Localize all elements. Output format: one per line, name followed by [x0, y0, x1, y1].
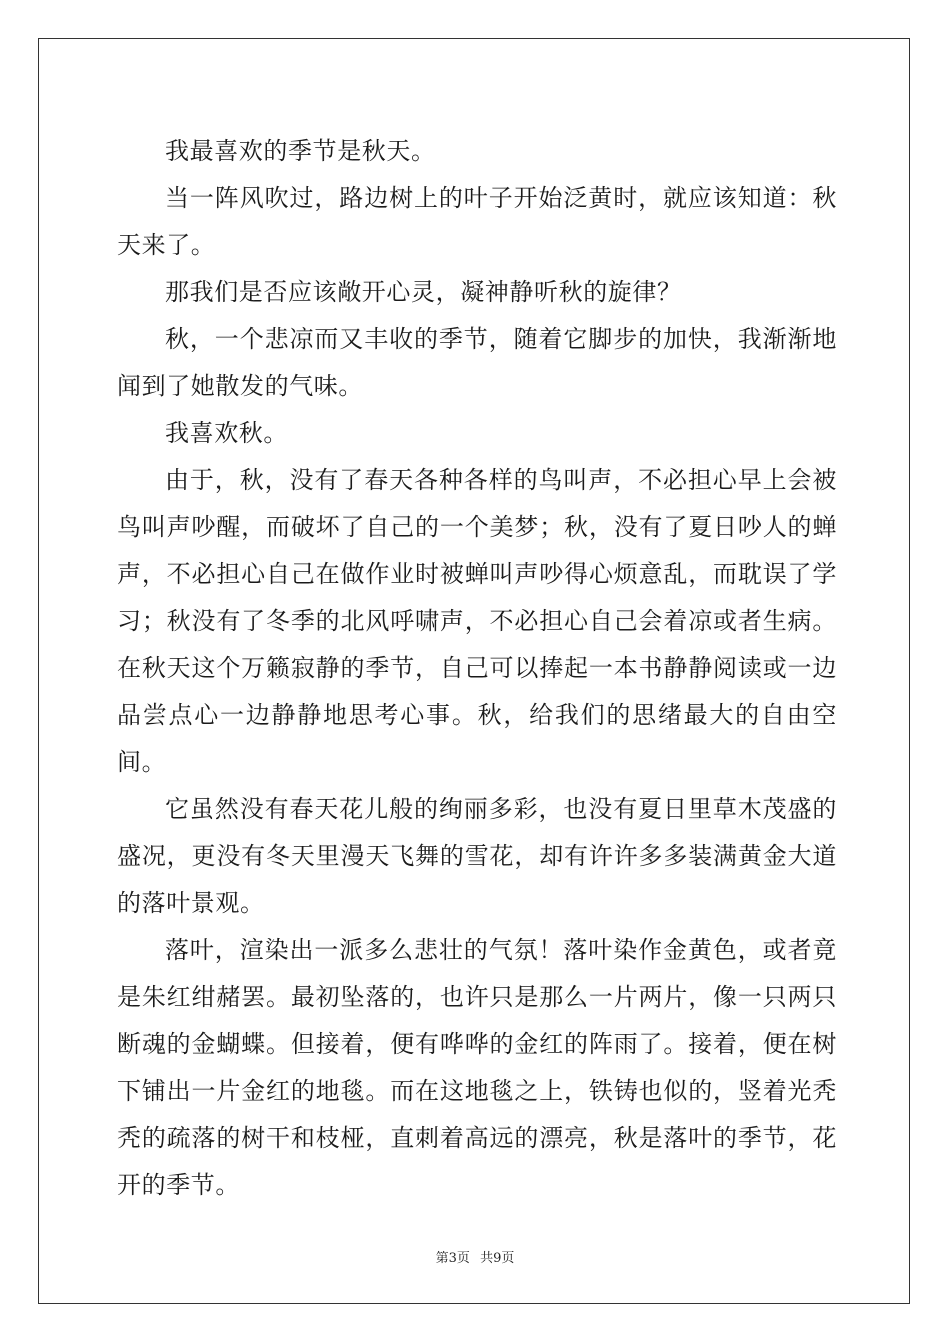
paragraph-8: 落叶，渲染出一派多么悲壮的气氛！落叶染作金黄色，或者竟是朱红绀赭罢。最初坠落的，也许只是那么一片两片，像一只两只断魂的金蝴蝶。但接着，便有哗哗的金红的阵雨了。接着，便在树下铺出一片金红的地毯。而在这地毯之上，铁铸也似的，竖着光秃秃的疏落的树干和枝桠，直刺着高远的漂亮，秋是落叶的季节，花开的季节。: [117, 936, 837, 1199]
document-body: [117, 128, 837, 1209]
paragraph-2: 当一阵风吹过，路边树上的叶子开始泛黄时，就应该知道：秋天来了。: [117, 184, 837, 259]
paragraph-1: 我最喜欢的季节是秋天。: [165, 137, 436, 165]
paragraph-6: 由于，秋，没有了春天各种各样的鸟叫声，不必担心早上会被鸟叫声吵醒，而破坏了自己的一个美梦；秋，没有了夏日吵人的蝉声，不必担心自己在做作业时被蝉叫声吵得心烦意乱，而耽误了学习；秋没有了冬季的北风呼啸声，不必担心自己会着凉或者生病。在秋天这个万籁寂静的季节，自己可以捧起一本书静静阅读或一边品尝点心一边静静地思考心事。秋，给我们的思绪最大的自由空间。: [117, 466, 837, 776]
page-number: 第3页: [435, 1251, 470, 1266]
paragraph-4: 秋，一个悲凉而又丰收的季节，随着它脚步的加快，我渐渐地闻到了她散发的气味。: [117, 325, 837, 400]
paragraph-5: 我喜欢秋。: [165, 419, 288, 447]
page-footer: [0, 1247, 950, 1266]
paragraph-7: 它虽然没有春天花儿般的绚丽多彩，也没有夏日里草木茂盛的盛况，更没有冬天里漫天飞舞的雪花，却有许许多多装满黄金大道的落叶景观。: [117, 795, 837, 917]
page-total: 共9页: [480, 1251, 515, 1266]
paragraph-3: 那我们是否应该敞开心灵，凝神静听秋的旋律？: [165, 278, 682, 306]
